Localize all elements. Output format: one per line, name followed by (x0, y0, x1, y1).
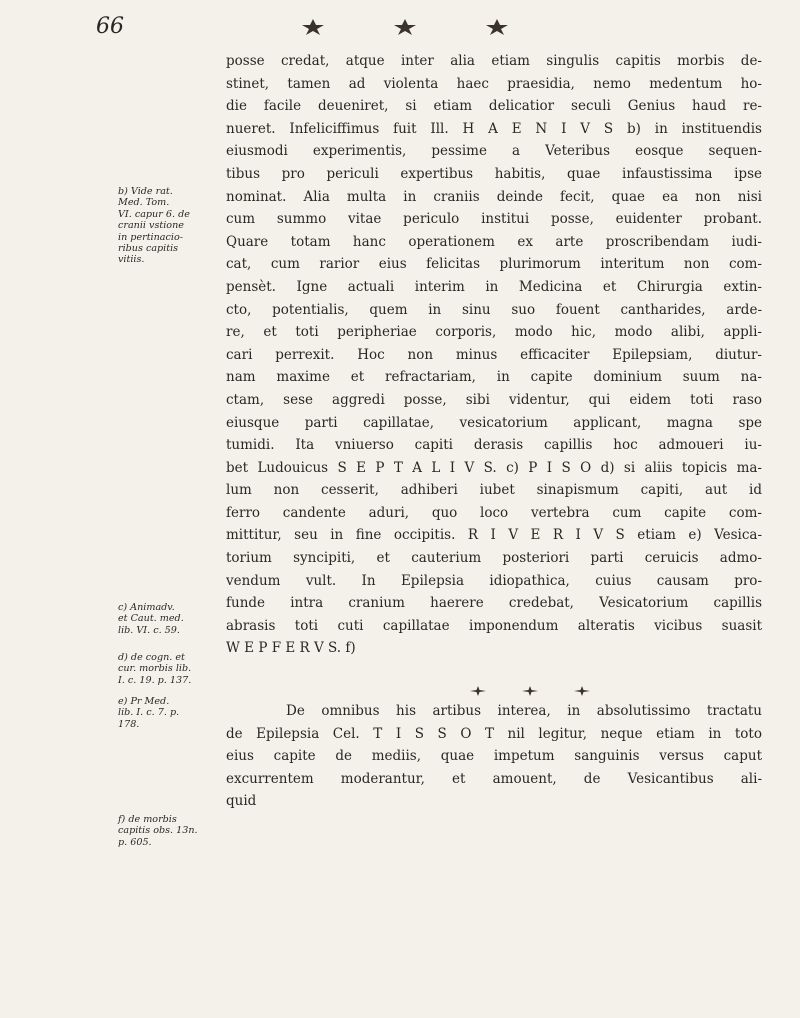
text-line: re, et toti peripheriae corporis, modo hic, modo alibi, appli- (226, 324, 762, 341)
asterism-icon (470, 686, 486, 696)
text-line: funde intra cranium haerere credebat, Vesicatorium capillis (226, 595, 762, 612)
main-paragraph (226, 50, 762, 660)
fleuron-icon (484, 18, 510, 36)
text-line: Quare totam hanc operationem ex arte proscribendam iudi- (226, 233, 762, 250)
text-line: lum non cesserit, adhiberi iubet sinapismum capiti, aut id (226, 482, 762, 499)
text-line: vendum vult. In Epilepsia idiopathica, cuius causam pro- (226, 572, 762, 589)
asterism-icon (522, 686, 538, 696)
text-line: eiusmodi experimentis, pessime a Veteribus eosque sequen- (226, 143, 762, 160)
text-line: nominat. Alia multa in craniis deinde fecit, quae ea non nisi (226, 188, 762, 205)
fleuron-icon (392, 18, 418, 36)
section-separator (470, 686, 590, 696)
text-line: ctam, sese aggredi posse, sibi videntur, qui eidem toti raso (226, 391, 762, 408)
text-line: cari perrexit. Hoc non minus efficaciter Epilepsiam, diutur- (226, 346, 762, 363)
asterism-icon (574, 686, 590, 696)
margin-note-e: e) Pr Med. lib. I. c. 7. p. 178. (118, 696, 180, 730)
text-line: de Epilepsia Cel. T I S S O T nil legitur, neque etiam in toto (226, 725, 762, 742)
text-line: cto, potentialis, quem in sinu suo fouent cantharides, arde- (226, 301, 762, 318)
text-line: mittitur, seu in fine occipitis. R I V E R I V S etiam e) Vesica- (226, 527, 762, 544)
page-number: 66 (96, 14, 124, 39)
margin-note-f: f) de morbis capitis obs. 13n. p. 605. (118, 814, 198, 848)
text-line: die facile deueniret, si etiam delicatior seculi Genius haud re- (226, 98, 762, 115)
text-line: abrasis toti cuti capillatae imponendum alteratis vicibus suasit (226, 617, 762, 634)
text-line: bet Ludouicus S E P T A L I V S. c) P I S O d) si aliis topicis ma- (226, 459, 762, 476)
margin-note-b: b) Vide rat. Med. Tom. VI. capur 6. de cranii vstione in pertinacio- ribus capitis vitiis. (118, 186, 190, 266)
text-line: stinet, tamen ad violenta haec praesidia, nemo medentum ho- (226, 75, 762, 92)
fleuron-icon (300, 18, 326, 36)
text-line: cat, cum rarior eius felicitas plurimorum interitum non com- (226, 256, 762, 273)
text-line: eius capite de mediis, quae impetum sanguinis versus caput (226, 748, 762, 765)
text-line: excurrentem moderantur, et amouent, de Vesicantibus ali- (226, 770, 762, 787)
text-line: torium syncipiti, et cauterium posteriori parti ceruicis admo- (226, 550, 762, 567)
text-line: posse credat, atque inter alia etiam singulis capitis morbis de- (226, 53, 762, 69)
catchword: quid (226, 793, 257, 810)
text-line: ferro candente aduri, quo loco vertebra cum capite com- (226, 504, 762, 521)
text-line: De omnibus his artibus interea, in absolutissimo tractatu (286, 703, 762, 719)
text-line: pensèt. Igne actuali interim in Medicina et Chirurgia extin- (226, 278, 762, 295)
text-line: nueret. Infeliciffimus fuit Ill. H A E N I V S b) in instituendis (226, 120, 762, 137)
text-line: cum summo vitae periculo institui posse, euidenter probant. (226, 211, 762, 228)
header-ornaments (300, 18, 510, 36)
text-line: W E P F E R V S. f) (226, 640, 356, 657)
margin-note-c: c) Animadv. et Caut. med. lib. VI. c. 59. (118, 602, 184, 636)
text-line: nam maxime et refractariam, in capite dominium suum na- (226, 369, 762, 386)
text-line: tumidi. Ita vniuerso capiti derasis capillis hoc admoueri iu- (226, 437, 762, 454)
second-paragraph (226, 700, 762, 813)
margin-note-d: d) de cogn. et cur. morbis lib. I. c. 19. p. 137. (118, 652, 192, 686)
text-line: eiusque parti capillatae, vesicatorium applicant, magna spe (226, 414, 762, 431)
text-line: tibus pro periculi expertibus habitis, quae infaustissima ipse (226, 165, 762, 182)
